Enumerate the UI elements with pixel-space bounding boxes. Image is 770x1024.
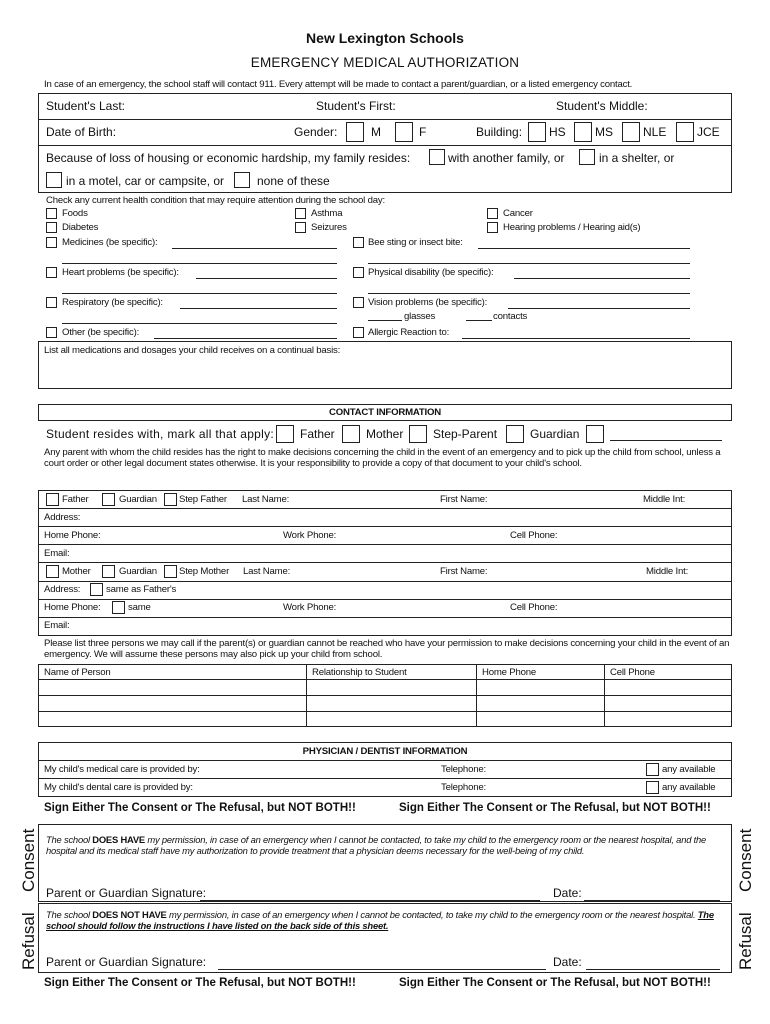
gender-label: Gender: <box>294 125 338 139</box>
student-last-label[interactable]: Student's Last: <box>46 99 126 113</box>
cancer-label: Cancer <box>503 208 533 219</box>
allergic-checkbox[interactable] <box>353 327 364 338</box>
physical-checkbox[interactable] <box>353 267 364 278</box>
warning-right: Sign Either The Consent or The Refusal, but NOT BOTH!! <box>399 802 711 814</box>
gender-m-checkbox[interactable] <box>346 122 364 142</box>
p2-email-label[interactable]: Email: <box>44 620 70 631</box>
custody-notice: Any parent with whom the child resides has the right to make decisions concerning the child in the event of an emergency and to pick up the child from school, unless a court order or other legal document states otherwise. It is your responsibility to provide a copy of that document to your child's school. <box>44 447 721 469</box>
consent-side-label-right: Consent <box>736 828 755 892</box>
building-ms-checkbox[interactable] <box>574 122 592 142</box>
col-relationship-header: Relationship to Student <box>312 667 407 678</box>
same-phone-checkbox[interactable] <box>112 601 125 614</box>
student-middle-label[interactable]: Student's Middle: <box>556 99 648 113</box>
building-nle-checkbox[interactable] <box>622 122 640 142</box>
p2-guardian-checkbox[interactable] <box>102 565 115 578</box>
housing-family-label: with another family, or <box>448 151 565 165</box>
building-jce-checkbox[interactable] <box>676 122 694 142</box>
resides-mother-label: Mother <box>366 427 404 441</box>
bee-label: Bee sting or insect bite: <box>368 237 463 248</box>
p1-stepfather-checkbox[interactable] <box>164 493 177 506</box>
p1-cell-phone-label[interactable]: Cell Phone: <box>510 530 558 541</box>
warning-bottom-right: Sign Either The Consent or The Refusal, but NOT BOTH!! <box>399 977 711 989</box>
building-jce-label: JCE <box>697 125 720 139</box>
respiratory-checkbox[interactable] <box>46 297 57 308</box>
p1-stepfather-label: Step Father <box>179 494 227 505</box>
same-as-father-checkbox[interactable] <box>90 583 103 596</box>
same-phone-label: same <box>128 602 151 613</box>
foods-checkbox[interactable] <box>46 208 57 219</box>
physical-label: Physical disability (be specific): <box>368 267 494 278</box>
col-home-phone-header: Home Phone <box>482 667 536 678</box>
p2-last-name-label[interactable]: Last Name: <box>243 566 291 577</box>
housing-motel-label: in a motel, car or campsite, or <box>66 174 225 188</box>
dental-any-label: any available <box>662 782 716 793</box>
bee-checkbox[interactable] <box>353 237 364 248</box>
warning-left: Sign Either The Consent or The Refusal, but NOT BOTH!! <box>44 802 356 814</box>
seizures-label: Seizures <box>311 222 347 233</box>
p1-last-name-label[interactable]: Last Name: <box>242 494 290 505</box>
refusal-side-label-right: Refusal <box>736 912 755 970</box>
p2-mother-checkbox[interactable] <box>46 565 59 578</box>
p2-cell-phone-label[interactable]: Cell Phone: <box>510 602 558 613</box>
hearing-checkbox[interactable] <box>487 222 498 233</box>
other-checkbox[interactable] <box>46 327 57 338</box>
consent-text: The school DOES HAVE my permission, in case of an emergency when I cannot be contacted, to take my child to the emergency room or the nearest hospital, and the hospital and its medical staff have my authorization to provide treatment that a physician deems necessary for the well-being of my child. <box>46 834 707 856</box>
diabetes-checkbox[interactable] <box>46 222 57 233</box>
dob-label[interactable]: Date of Birth: <box>46 125 117 139</box>
dental-any-checkbox[interactable] <box>646 781 659 794</box>
health-prompt: Check any current health condition that may require attention during the school day: <box>46 195 385 206</box>
medical-telephone-label[interactable]: Telephone: <box>441 764 486 775</box>
diabetes-label: Diabetes <box>62 222 99 233</box>
contact-heading: CONTACT INFORMATION <box>328 407 442 418</box>
gender-m-label: M <box>371 125 381 139</box>
housing-shelter-label: in a shelter, or <box>599 151 675 165</box>
housing-text: Because of loss of housing or economic hardship, my family resides: <box>46 151 411 165</box>
contacts-label: contacts <box>493 311 528 322</box>
building-ms-label: MS <box>595 125 613 139</box>
resides-stepparent-checkbox[interactable] <box>409 425 427 443</box>
building-nle-label: NLE <box>643 125 667 139</box>
warning-bottom-left: Sign Either The Consent or The Refusal, but NOT BOTH!! <box>44 977 356 989</box>
p1-email-label[interactable]: Email: <box>44 548 70 559</box>
student-first-label[interactable]: Student's First: <box>316 99 396 113</box>
vision-label: Vision problems (be specific): <box>368 297 488 308</box>
p1-guardian-checkbox[interactable] <box>102 493 115 506</box>
medical-any-checkbox[interactable] <box>646 763 659 776</box>
p1-address-label[interactable]: Address: <box>44 512 81 523</box>
housing-none-checkbox[interactable] <box>234 172 250 188</box>
form-title: EMERGENCY MEDICAL AUTHORIZATION <box>250 55 520 70</box>
p2-stepmother-checkbox[interactable] <box>164 565 177 578</box>
p1-work-phone-label[interactable]: Work Phone: <box>283 530 337 541</box>
other-label: Other (be specific): <box>62 327 140 338</box>
consent-signature-label[interactable]: Parent or Guardian Signature: <box>46 886 207 900</box>
seizures-checkbox[interactable] <box>295 222 306 233</box>
p2-work-phone-label[interactable]: Work Phone: <box>283 602 337 613</box>
resides-guardian-label: Guardian <box>530 427 580 441</box>
respiratory-label: Respiratory (be specific): <box>62 297 163 308</box>
consent-side-label-left: Consent <box>19 828 38 892</box>
allergic-label: Allergic Reaction to: <box>368 327 450 338</box>
resides-guardian-checkbox[interactable] <box>506 425 524 443</box>
vision-checkbox[interactable] <box>353 297 364 308</box>
cancer-checkbox[interactable] <box>487 208 498 219</box>
hearing-label: Hearing problems / Hearing aid(s) <box>503 222 641 233</box>
p1-middle-int-label[interactable]: Middle Int: <box>643 494 686 505</box>
p1-guardian-label: Guardian <box>119 494 157 505</box>
parent-table <box>38 490 732 636</box>
foods-label: Foods <box>62 208 88 219</box>
medicines-label: Medicines (be specific): <box>62 237 158 248</box>
p1-first-name-label[interactable]: First Name: <box>440 494 488 505</box>
col-name-header: Name of Person <box>44 667 111 678</box>
asthma-checkbox[interactable] <box>295 208 306 219</box>
refusal-side-label-left: Refusal <box>19 912 38 970</box>
school-name: New Lexington Schools <box>306 30 464 46</box>
resides-father-checkbox[interactable] <box>276 425 294 443</box>
medical-any-label: any available <box>662 764 716 775</box>
glasses-label: glasses <box>404 311 436 322</box>
refusal-signature-label[interactable]: Parent or Guardian Signature: <box>46 955 207 969</box>
medical-provider-label[interactable]: My child's medical care is provided by: <box>44 764 200 775</box>
p2-address-label[interactable]: Address: <box>44 584 81 595</box>
p1-father-label: Father <box>62 494 89 505</box>
same-as-father-label: same as Father's <box>106 584 177 595</box>
asthma-label: Asthma <box>311 208 343 219</box>
building-hs-label: HS <box>549 125 566 139</box>
building-label: Building: <box>476 125 523 139</box>
p2-guardian-label: Guardian <box>119 566 157 577</box>
resides-stepparent-label: Step-Parent <box>433 427 498 441</box>
dental-telephone-label[interactable]: Telephone: <box>441 782 486 793</box>
col-cell-phone-header: Cell Phone <box>610 667 655 678</box>
building-hs-checkbox[interactable] <box>528 122 546 142</box>
p1-home-phone-label[interactable]: Home Phone: <box>44 530 101 541</box>
refusal-date-label[interactable]: Date: <box>553 955 582 969</box>
p2-home-phone-label[interactable]: Home Phone: <box>44 602 101 613</box>
resides-label: Student resides with, mark all that apply: <box>46 427 275 441</box>
others-prompt: Please list three persons we may call if the parent(s) or guardian cannot be reached who have your permission to make decisions concerning your child in the event of an emergency. We will assume these persons may also pick up your child from school. <box>44 638 730 660</box>
gender-f-label: F <box>419 125 427 139</box>
physician-heading: PHYSICIAN / DENTIST INFORMATION <box>302 746 468 757</box>
p2-first-name-label[interactable]: First Name: <box>440 566 488 577</box>
gender-f-checkbox[interactable] <box>395 122 413 142</box>
housing-none-label: none of these <box>257 174 330 188</box>
housing-family-checkbox[interactable] <box>429 149 445 165</box>
consent-date-label[interactable]: Date: <box>553 886 582 900</box>
medicines-checkbox[interactable] <box>46 237 57 248</box>
medications-prompt: List all medications and dosages your child receives on a continual basis: <box>44 345 341 356</box>
heart-checkbox[interactable] <box>46 267 57 278</box>
housing-shelter-checkbox[interactable] <box>579 149 595 165</box>
heart-label: Heart problems (be specific): <box>62 267 179 278</box>
intro-text: In case of an emergency, the school staff will contact 911. Every attempt will be made to contact a parent/guardian, or a listed emergency contact. <box>44 79 633 90</box>
p2-stepmother-label: Step Mother <box>179 566 230 577</box>
resides-mother-checkbox[interactable] <box>342 425 360 443</box>
housing-motel-checkbox[interactable] <box>46 172 62 188</box>
refusal-text: The school DOES NOT HAVE my permission, in case of an emergency when I cannot be contacted, to take my child to the emergency room or the nearest hospital. The school should follow the instructions I have listed on the back side of this sheet. <box>46 909 714 931</box>
dental-provider-label[interactable]: My child's dental care is provided by: <box>44 782 193 793</box>
p2-mother-label: Mother <box>62 566 91 577</box>
resides-other-checkbox[interactable] <box>586 425 604 443</box>
resides-father-label: Father <box>300 427 335 441</box>
p2-middle-int-label[interactable]: Middle Int: <box>646 566 689 577</box>
p1-father-checkbox[interactable] <box>46 493 59 506</box>
